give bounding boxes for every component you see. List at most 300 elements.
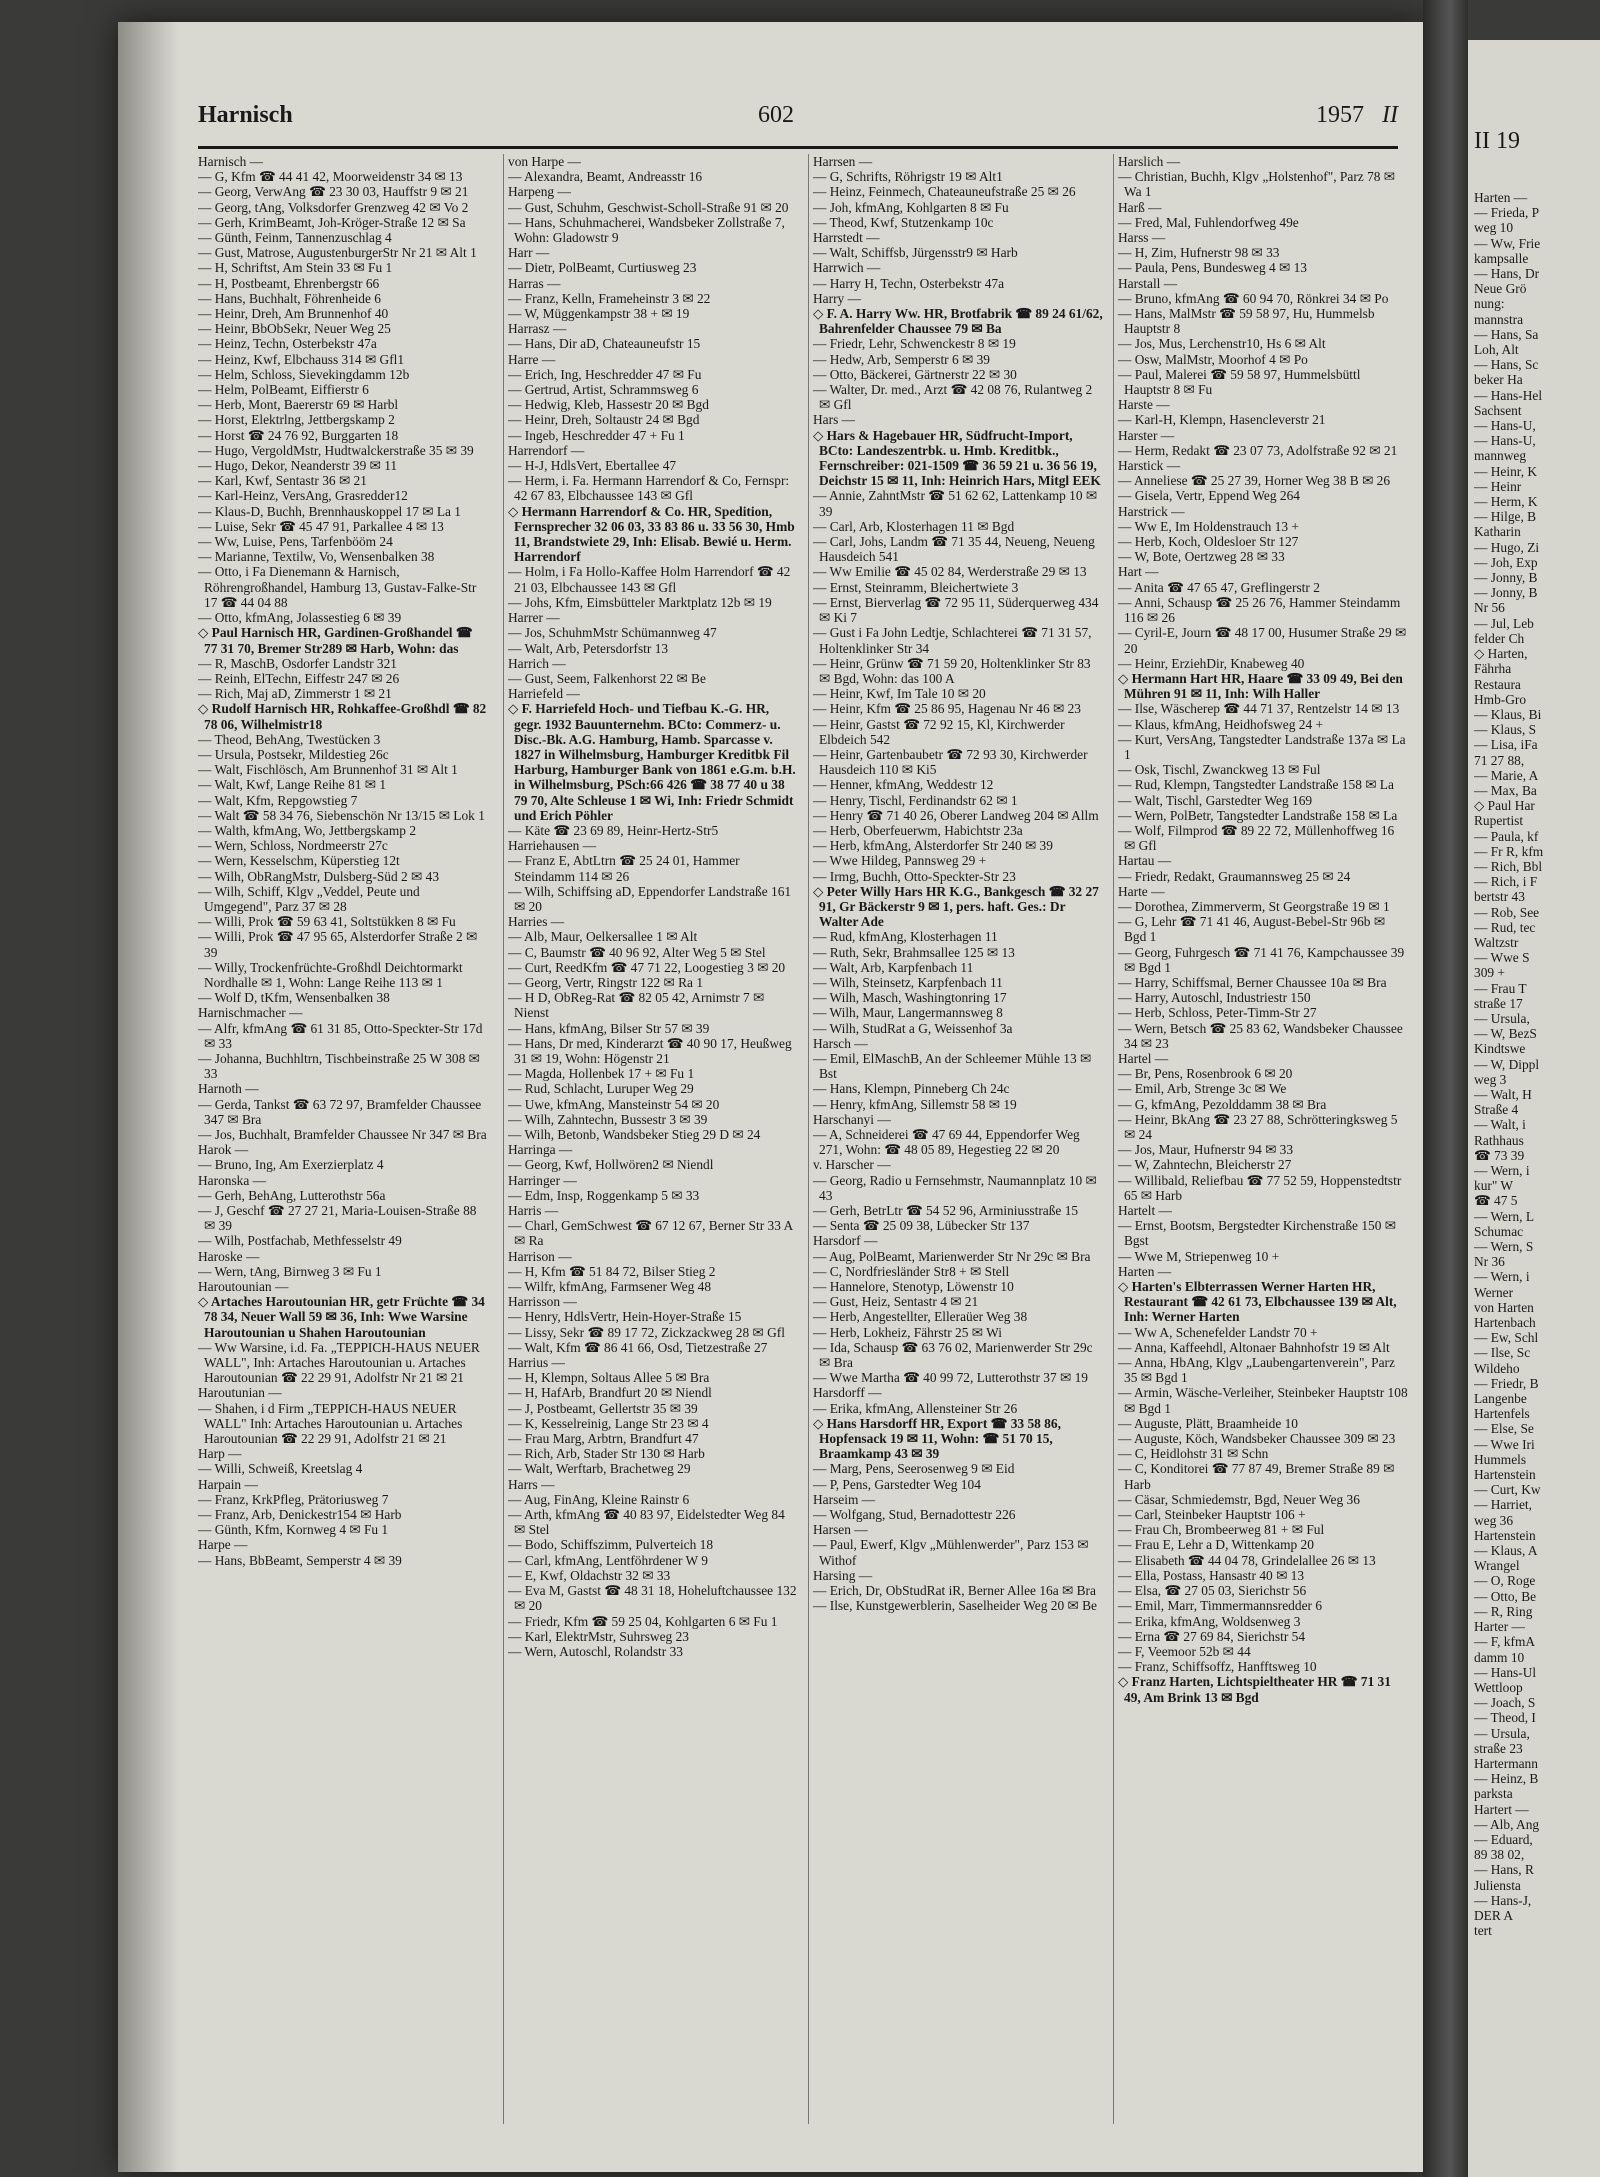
directory-entry: — Ernst, Bierverlag ☎ 72 95 11, Süderquerweg 434 ✉ Ki 7: [813, 594, 1099, 626]
directory-entry: — Heinz, Feinmech, Chateauneufstraße 25 ✉ 26: [813, 184, 1076, 200]
directory-entry: — Georg, tAng, Volksdorfer Grenzweg 42 ✉ Vo 2: [198, 199, 469, 215]
facing-page-entry: — Hans-J,: [1474, 1892, 1532, 1908]
directory-entry: Harschanyi —: [813, 1111, 891, 1127]
directory-entry: — Otto, i Fa Dienemann & Harnisch, Röhrengroßhandel, Hamburg 13, Gustav-Falke-Str 17 ☎ 44 04 88: [198, 564, 477, 610]
directory-entry: — Karl, ElektrMstr, Suhrsweg 23: [508, 1628, 689, 1644]
facing-page-entry: — Paula, kf: [1474, 828, 1539, 844]
facing-page-entry: — Rich, i F: [1474, 874, 1538, 890]
directory-entry: — Osk, Tischl, Zwanckweg 13 ✉ Ful: [1118, 762, 1321, 778]
directory-entry: — Karl-Heinz, VersAng, Grasredder12: [198, 488, 408, 504]
directory-entry: — Walth, kfmAng, Wo, Jettbergskamp 2: [198, 822, 417, 838]
facing-page-entry: Nr 56: [1474, 600, 1505, 616]
directory-entry: — Walt, Arb, Karpfenbach 11: [813, 959, 974, 975]
directory-entry: — Wilh, Steinsetz, Karpfenbach 11: [813, 974, 1003, 990]
directory-entry: Harrisson —: [508, 1294, 577, 1310]
directory-entry: — Walter, Dr. med., Arzt ☎ 42 08 76, Rulantweg 2 ✉ Gfl: [813, 382, 1093, 413]
directory-entry: — Henry ☎ 71 40 26, Oberer Landweg 204 ✉ Allm: [813, 807, 1099, 823]
directory-entry: — A, Schneiderei ☎ 47 69 44, Eppendorfer Weg 271, Wohn: ☎ 48 05 89, Hegestieg 22 ✉ 20: [813, 1127, 1080, 1158]
facing-page-entry: — Hans, R: [1474, 1862, 1534, 1878]
directory-entry: — Georg, Kwf, Hollwören2 ✉ Niendl: [508, 1157, 714, 1173]
directory-entry: — Rich, Arb, Stader Str 130 ✉ Harb: [508, 1446, 705, 1462]
column-4: [1113, 154, 1408, 2124]
directory-entry: — Charl, GemSchwest ☎ 67 12 67, Berner Str 33 A ✉ Ra: [508, 1218, 793, 1249]
facing-page-entry: Hummels: [1474, 1451, 1527, 1467]
directory-entry: — Willy, Trockenfrüchte-Großhdl Deichtormarkt Nordhalle ✉ 1, Wohn: Lange Reihe 113 ✉ 1: [198, 959, 463, 990]
directory-entry: — Herb, Lokheiz, Fährstr 25 ✉ Wi: [813, 1324, 1002, 1340]
facing-page-entry: Harten —: [1474, 190, 1528, 205]
directory-entry: Harseim —: [813, 1491, 876, 1507]
directory-entry: — Willibald, Reliefbau ☎ 77 52 59, Hoppenstedtstr 65 ✉ Harb: [1118, 1172, 1402, 1203]
directory-entry: — Herb, Oberfeuerwm, Habichtstr 23a: [813, 822, 1023, 838]
facing-page-entry: Wrangel: [1474, 1558, 1520, 1574]
directory-entry: — Franz, Arb, Denickestr154 ✉ Harb: [198, 1507, 402, 1523]
facing-page-entry: straße 17: [1474, 995, 1523, 1011]
directory-entry: — Wern, Kesselschm, Küperstieg 12t: [198, 853, 400, 869]
directory-entry: Harrsen —: [813, 154, 873, 169]
directory-entry: Harß —: [1118, 199, 1162, 215]
facing-page-entry: 89 38 02,: [1474, 1847, 1525, 1863]
directory-entry: — Wolf D, tKfm, Wensenbalken 38: [198, 990, 390, 1006]
directory-entry: — Otto, kfmAng, Jolassestieg 6 ✉ 39: [198, 610, 402, 626]
directory-entry: — Elisabeth ☎ 44 04 78, Grindelallee 26 ✉ 13: [1118, 1552, 1376, 1568]
directory-entry: — Heinr, Gastst ☎ 72 92 15, Kl, Kirchwerder Elbdeich 542: [813, 716, 1065, 747]
directory-entry: — Auguste, Plätt, Braamheide 10: [1118, 1415, 1299, 1431]
column-1: [198, 154, 488, 2124]
directory-entry: — H, Schriftst, Am Stein 33 ✉ Fu 1: [198, 260, 393, 276]
directory-entry: Harrwich —: [813, 260, 881, 276]
directory-entry: — Franz E, AbtLtrn ☎ 25 24 01, Hammer Steindamm 114 ✉ 26: [508, 853, 740, 884]
facing-page-entry: — Alb, Ang: [1474, 1816, 1540, 1832]
facing-page-entry: — Jonny, B: [1474, 570, 1538, 586]
directory-entry: — Eva M, Gastst ☎ 48 31 18, Hoheluftchaussee 132 ✉ 20: [508, 1583, 797, 1614]
directory-entry: — G, Schrifts, Röhrigstr 19 ✉ Alt1: [813, 169, 1003, 185]
directory-entry: — Paula, Pens, Bundesweg 4 ✉ 13: [1118, 260, 1308, 276]
directory-entry: — Gust i Fa John Ledtje, Schlachterei ☎ 71 31 57, Holtenklinker Str 34: [813, 625, 1092, 656]
directory-entry: ◇ Peter Willy Hars HR K.G., Bankgesch ☎ 32 27 91, Gr Bäckerstr 9 ✉ 1, pers. haft. Ges.: Dr Walter Ade: [813, 883, 1099, 930]
running-head-year: 1957 II: [1316, 102, 1398, 128]
directory-entry: — Hedw, Arb, Semperstr 6 ✉ 39: [813, 351, 990, 367]
directory-entry: — Wern, Schloss, Nordmeerstr 27c: [198, 838, 388, 854]
facing-page-entry: — Walt, i: [1474, 1117, 1526, 1133]
directory-entry: — H, Klempn, Soltaus Allee 5 ✉ Bra: [508, 1370, 710, 1386]
directory-entry: — Ilse, Wäscherep ☎ 44 71 37, Rentzelstr 14 ✉ 13: [1118, 701, 1400, 717]
directory-entry: — Walt, Arb, Petersdorfstr 13: [508, 640, 669, 656]
directory-entry: Haroutunian —: [198, 1385, 282, 1401]
directory-entry: — Erna ☎ 27 69 84, Sierichstr 54: [1118, 1628, 1306, 1644]
directory-entry: — Heinr, Grünw ☎ 71 59 20, Holtenklinker Str 83 ✉ Bgd, Wohn: das 100 A: [813, 655, 1091, 686]
facing-page-entry: — Heinr, K: [1474, 463, 1538, 479]
directory-entry: — Hans, kfmAng, Bilser Str 57 ✉ 39: [508, 1020, 710, 1036]
directory-entry: — Bruno, Ing, Am Exerzierplatz 4: [198, 1157, 384, 1173]
directory-entry: — Käte ☎ 23 69 89, Heinr-Hertz-Str5: [508, 822, 719, 838]
directory-entry: — Hedwig, Kleb, Hassestr 20 ✉ Bgd: [508, 397, 709, 413]
directory-entry: — Walt ☎ 58 34 76, Siebenschön Nr 13/15 ✉ Lok 1: [198, 807, 485, 823]
facing-page-entry: Waltzstr: [1474, 934, 1519, 950]
facing-page-entry: DER A: [1474, 1907, 1514, 1923]
facing-page-entry: — Frieda, P: [1474, 205, 1540, 221]
facing-page-entry: — R, Ring: [1474, 1603, 1533, 1619]
directory-entry: Harok —: [198, 1142, 249, 1158]
directory-entry: Hartau —: [1118, 853, 1172, 869]
directory-entry: — Joh, kfmAng, Kohlgarten 8 ✉ Fu: [813, 199, 1009, 215]
directory-entry: — Frau Marg, Arbtrn, Brandfurt 47: [508, 1431, 699, 1447]
directory-entry: — Edm, Insp, Roggenkamp 5 ✉ 33: [508, 1187, 700, 1203]
directory-entry: — Rich, Maj aD, Zimmerstr 1 ✉ 21: [198, 686, 392, 702]
directory-entry: — Hans, Klempn, Pinneberg Ch 24c: [813, 1081, 1010, 1097]
directory-entry: Harry —: [813, 290, 861, 306]
facing-page-entry: ◇ Paul Har: [1474, 798, 1535, 814]
facing-page-entry: mannweg: [1474, 448, 1527, 464]
facing-page-entry: Hmb-Gro: [1474, 691, 1527, 707]
facing-page-entry: Loh, Alt: [1474, 342, 1519, 358]
directory-entry: — Herm, Redakt ☎ 23 07 73, Adolfstraße 92 ✉ 21: [1118, 442, 1398, 458]
directory-entry: — Ww Emilie ☎ 45 02 84, Werderstraße 29 ✉ 13: [813, 564, 1087, 580]
directory-entry: Harten —: [1118, 1263, 1172, 1279]
column-2: [503, 154, 798, 2124]
facing-page-entry: 309 +: [1474, 965, 1505, 981]
directory-entry: Harnischmacher —: [198, 1005, 303, 1021]
directory-entry: — Harry, Schiffsmal, Berner Chaussee 10a ✉ Bra: [1118, 974, 1387, 990]
directory-entry: Harpe —: [198, 1537, 248, 1553]
facing-page-entry: — Hilge, B: [1474, 509, 1537, 525]
directory-entry: ◇ Artaches Haroutounian HR, getr Früchte ☎ 34 78 34, Neuer Wall 59 ✉ 36, Inh: Wwe Warsine Haroutounian u Shahen Haroutounian: [198, 1294, 485, 1340]
book-gutter: [1423, 0, 1468, 2177]
directory-entry: — Christian, Buchh, Klgv „Holstenhof", Parz 78 ✉ Wa 1: [1118, 169, 1396, 200]
directory-entry: — Wern, PolBetr, Tangstedter Landstraße 158 ✉ La: [1118, 807, 1398, 823]
directory-entry: — Holm, i Fa Hollo-Kaffee Holm Harrendorf ☎ 42 21 03, Elbchaussee 143 ✉ Gfl: [508, 564, 791, 595]
directory-entry: — Jos, Buchhalt, Bramfelder Chaussee Nr 347 ✉ Bra: [198, 1127, 487, 1142]
directory-entry: — Wilfr, kfmAng, Farmsener Weg 48: [508, 1279, 712, 1295]
facing-page-entry: — O, Roge: [1474, 1573, 1536, 1589]
directory-entry: — Walt, Schiffsb, Jürgensstr9 ✉ Harb: [813, 245, 1018, 261]
directory-entry: — Carl, kfmAng, Lentföhrdener W 9: [508, 1552, 708, 1568]
facing-page-entry: — Wern, i: [1474, 1163, 1530, 1178]
facing-page-entry: Hartenbach: [1474, 1315, 1536, 1331]
directory-entry: Harrer —: [508, 610, 560, 626]
directory-entry: — Georg, Radio u Fernsehmstr, Naumannplatz 10 ✉ 43: [813, 1172, 1097, 1203]
directory-entry: Harrstedt —: [813, 230, 880, 246]
directory-entry: — Herm, i. Fa. Hermann Harrendorf & Co, Fernspr: 42 67 83, Elbchaussee 143 ✉ Gfl: [508, 473, 790, 504]
directory-entry: — H, Kfm ☎ 51 84 72, Bilser Stieg 2: [508, 1263, 716, 1279]
directory-entry: — Alb, Maur, Oelkersallee 1 ✉ Alt: [508, 929, 698, 945]
directory-entry: — Alfr, kfmAng ☎ 61 31 85, Otto-Speckter-Str 17d ✉ 33: [198, 1020, 483, 1051]
directory-entry: — Gust, Heiz, Sentastr 4 ✉ 21: [813, 1294, 979, 1310]
facing-page-entry: Wildeho: [1474, 1360, 1520, 1376]
directory-entry: — Wwe M, Striepenweg 10 +: [1118, 1248, 1280, 1264]
directory-entry: — Klaus-D, Buchh, Brennhauskoppel 17 ✉ La 1: [198, 503, 461, 519]
facing-page-entry: weg 36: [1474, 1512, 1514, 1528]
directory-entry: — Frau Ch, Brombeerweg 81 + ✉ Ful: [1118, 1522, 1325, 1538]
directory-entry: Harringa —: [508, 1142, 573, 1158]
directory-entry: — Gust, Seem, Falkenhorst 22 ✉ Be: [508, 670, 706, 686]
directory-entry: — Hugo, Dekor, Neanderstr 39 ✉ 11: [198, 458, 398, 474]
facing-page-entry: ◇ Harten,: [1474, 646, 1528, 662]
directory-entry: — Wilh, ObRangMstr, Dulsberg-Süd 2 ✉ 43: [198, 868, 440, 884]
facing-page-entry: — Harriet,: [1474, 1497, 1533, 1513]
directory-entry: — Bruno, kfmAng ☎ 60 94 70, Rönkrei 34 ✉ Po: [1118, 290, 1389, 306]
directory-entry: — Anni, Schausp ☎ 25 26 76, Hammer Steindamm 116 ✉ 26: [1118, 594, 1401, 626]
directory-entry: — Hugo, VergoldMstr, Hudtwalckerstraße 35 ✉ 39: [198, 442, 474, 458]
directory-entry: — Georg, Vertr, Ringstr 122 ✉ Ra 1: [508, 974, 704, 990]
directory-entry: — Aug, FinAng, Kleine Rainstr 6: [508, 1491, 690, 1507]
directory-entry: — Walt, Werftarb, Brachetweg 29: [508, 1461, 691, 1477]
directory-entry: — Heinz, Techn, Osterbekstr 47a: [198, 336, 377, 352]
directory-entry: ◇ F. A. Harry Ww. HR, Brotfabrik ☎ 89 24 61/62, Bahrenfelder Chaussee 79 ✉ Ba: [813, 306, 1103, 337]
directory-entry: Harnoth —: [198, 1081, 259, 1097]
directory-entry: — Heinr, BbObSekr, Neuer Weg 25: [198, 321, 391, 337]
directory-entry: — H, Postbeamt, Ehrenbergstr 66: [198, 275, 380, 291]
directory-entry: — Otto, Bäckerei, Gärtnerstr 22 ✉ 30: [813, 366, 1017, 382]
facing-page-entry: — Klaus, A: [1474, 1543, 1538, 1559]
directory-entry: — Helm, Schloss, Sievekingdamm 12b: [198, 366, 410, 382]
facing-page-entry: Katharin: [1474, 524, 1521, 540]
directory-entry: — Ruth, Sekr, Brahmsallee 125 ✉ 13: [813, 944, 1015, 960]
directory-entry: — Karl-H, Klempn, Hasencleverstr 21: [1118, 412, 1326, 428]
directory-entry: ◇ Hans Harsdorff HR, Export ☎ 33 58 86, Hopfensack 19 ✉ 11, Wohn: ☎ 51 70 15, Braamkamp 43 ✉ 39: [813, 1415, 1061, 1462]
directory-entry: — Horst ☎ 24 76 92, Burggarten 18: [198, 427, 399, 443]
directory-entry: — Friedr, Redakt, Graumannsweg 25 ✉ 24: [1118, 868, 1351, 884]
directory-entry: — G, kfmAng, Pezolddamm 38 ✉ Bra: [1118, 1096, 1327, 1112]
facing-page-entry: — Ew, Schl: [1474, 1330, 1539, 1346]
directory-entry: Harte —: [1118, 883, 1165, 899]
directory-entry: Hartelt —: [1118, 1203, 1172, 1219]
directory-entry: — Wern, tAng, Birnweg 3 ✉ Fu 1: [198, 1263, 382, 1279]
facing-page-entry: Hartermann: [1474, 1755, 1538, 1771]
directory-entry: — Theod, Kwf, Stutzenkamp 10c: [813, 214, 994, 230]
facing-page-entry: — Hans-Ul: [1474, 1664, 1537, 1680]
directory-entry: — W, Bote, Oertzweg 28 ✉ 33: [1118, 549, 1285, 565]
facing-page-entry: beker Ha: [1474, 372, 1523, 388]
directory-entry: Harstrick —: [1118, 503, 1185, 519]
directory-entry: ◇ Hermann Harrendorf & Co. HR, Spedition, Fernsprecher 32 06 03, 33 83 86 u. 33 56 30, Hmb 11, Brandstwiete 29, Inh: Elisab. Bewié u. Herm. Harrendorf: [508, 503, 795, 565]
directory-entry: — Erika, kfmAng, Allensteiner Str 26: [813, 1400, 1018, 1416]
facing-page-entry: — Ursula,: [1474, 1010, 1530, 1026]
directory-entry: — Heinr, Gartenbaubetr ☎ 72 93 30, Kirchwerder Hausdeich 110 ✉ Ki5: [813, 746, 1088, 778]
facing-page: [1468, 40, 1600, 2177]
directory-entry: — Franz, KrkPfleg, Prätoriusweg 7: [198, 1491, 389, 1507]
directory-entry: — Senta ☎ 25 09 38, Lübecker Str 137: [813, 1218, 1030, 1234]
directory-entry: — C, Baumstr ☎ 40 96 92, Alter Weg 5 ✉ Stel: [508, 944, 766, 960]
directory-entry: — Curt, ReedKfm ☎ 47 71 22, Loogestieg 3 ✉ 20: [508, 959, 786, 975]
directory-entry: — Emil, Arb, Strenge 3c ✉ We: [1118, 1081, 1287, 1097]
facing-page-entry: kur" W: [1474, 1178, 1514, 1194]
directory-entry: — Gust, Matrose, AugustenburgerStr Nr 21 ✉ Alt 1: [198, 245, 477, 261]
facing-page-entry: damm 10: [1474, 1649, 1525, 1665]
directory-entry: Harrich —: [508, 655, 566, 671]
directory-entry: — H, HafArb, Brandfurt 20 ✉ Niendl: [508, 1385, 712, 1401]
directory-entry: — Gerda, Tankst ☎ 63 72 97, Bramfelder Chaussee 347 ✉ Bra: [198, 1096, 482, 1127]
directory-entry: — Hans, Dr med, Kinderarzt ☎ 40 90 17, Heußweg 31 ✉ 19, Wohn: Högenstr 21: [508, 1035, 792, 1066]
directory-entry: — Wolfgang, Stud, Bernadottestr 226: [813, 1507, 1016, 1523]
directory-entry: — Anita ☎ 47 65 47, Greflingerstr 2: [1118, 579, 1320, 595]
directory-entry: Harrendorf —: [508, 442, 585, 458]
directory-entry: — Wern, Betsch ☎ 25 83 62, Wandsbeker Chaussee 34 ✉ 23: [1118, 1020, 1403, 1051]
facing-page-entry: — Rud, tec: [1474, 919, 1536, 935]
facing-page-entry: — Theod, I: [1474, 1710, 1536, 1726]
facing-page-entry: — Friedr, B: [1474, 1375, 1539, 1391]
directory-entry: — Dietr, PolBeamt, Curtiusweg 23: [508, 260, 697, 276]
directory-entry: — Carl, Steinbeker Hauptstr 106 +: [1118, 1507, 1306, 1523]
directory-entry: Harrison —: [508, 1248, 572, 1264]
directory-entry: — Henry, kfmAng, Sillemstr 58 ✉ 19: [813, 1096, 1017, 1112]
facing-page-entry: parksta: [1474, 1786, 1513, 1802]
facing-page-entry: weg 10: [1474, 220, 1514, 236]
directory-entry: — Herb, Angestellter, Elleraüer Weg 38: [813, 1309, 1028, 1325]
directory-entry: — Hans, Dir aD, Chateauneufstr 15: [508, 336, 701, 352]
directory-entry: — Hans, Schuhmacherei, Wandsbeker Zollstraße 7, Wohn: Gladowstr 9: [508, 214, 785, 246]
directory-entry: Harringer —: [508, 1172, 577, 1188]
directory-entry: — Gerh, KrimBeamt, Joh-Kröger-Straße 12 ✉ Sa: [198, 214, 466, 230]
directory-entry: — Ida, Schausp ☎ 63 76 02, Marienwerder Str 29c ✉ Bra: [813, 1339, 1093, 1371]
directory-entry: — Carl, Arb, Klosterhagen 11 ✉ Bgd: [813, 518, 1015, 534]
directory-entry: — Luise, Sekr ☎ 45 47 91, Parkallee 4 ✉ 13: [198, 518, 444, 534]
facing-page-entry: — Hans-U,: [1474, 418, 1536, 434]
facing-page-entry: — Wern, S: [1474, 1239, 1534, 1255]
directory-entry: — Reinh, ElTechn, Eiffestr 247 ✉ 26: [198, 670, 400, 686]
directory-entry: — Walt, Kfm ☎ 86 41 66, Osd, Tietzestraße 27: [508, 1339, 768, 1355]
facing-page-entry: — Rich, Bbl: [1474, 858, 1543, 874]
directory-entry: — Günth, Kfm, Kornweg 4 ✉ Fu 1: [198, 1522, 389, 1538]
facing-page-entry: Neue Grö: [1474, 281, 1527, 297]
facing-page-entry: Hartenstein: [1474, 1527, 1536, 1543]
directory-entry: — H D, ObReg-Rat ☎ 82 05 42, Arnimstr 7 ✉ Nienst: [508, 990, 765, 1021]
directory-entry: Hart —: [1118, 564, 1159, 580]
directory-entry: — Karl, Kwf, Sentastr 36 ✉ 21: [198, 473, 367, 489]
facing-page-entry: Juliensta: [1474, 1877, 1521, 1893]
directory-entry: — Lissy, Sekr ☎ 89 17 72, Zickzackweg 28 ✉ Gfl: [508, 1324, 785, 1340]
page-header: [198, 102, 1398, 149]
directory-entry: — F, Veemoor 52b ✉ 44: [1118, 1643, 1251, 1659]
directory-entry: Harss —: [1118, 230, 1166, 246]
directory-entry: Harnisch —: [198, 154, 264, 169]
directory-entry: ◇ Hars & Hagebauer HR, Südfrucht-Import, BCto: Landeszentrbk. u. Hmb. Kreditbk., Fernschreiber: 021-1509 ☎ 36 59 21 u. 36 56 19, Deichstr 15 ✉ 11, Inh: Heinrich Hars, Mitgl EEK: [813, 427, 1101, 489]
directory-entry: — Günth, Feinm, Tannenzuschlag 4: [198, 230, 392, 246]
directory-entry: — Gust, Schuhm, Geschwist-Scholl-Straße 91 ✉ 20: [508, 199, 789, 215]
facing-page-entry: — Wern, i: [1474, 1269, 1530, 1285]
directory-entry: — Osw, MalMstr, Moorhof 4 ✉ Po: [1118, 351, 1308, 367]
directory-entry: Harras —: [508, 275, 561, 291]
directory-entry: — Ww Warsine, i.d. Fa. „TEPPICH-HAUS NEUER WALL", Inh: Artaches Haroutounian u. Artaches Haroutounian ☎ 22 29 91, Adolfstr Nr 21 ✉ 21: [198, 1339, 480, 1386]
directory-entry: — Friedr, Kfm ☎ 59 25 04, Kohlgarten 6 ✉ Fu 1: [508, 1613, 778, 1629]
directory-entry: — Dorothea, Zimmerverm, St Georgstraße 19 ✉ 1: [1118, 898, 1390, 914]
directory-entry: — Hans, Buchhalt, Föhrenheide 6: [198, 290, 381, 306]
facing-page-entry: Hartenstein: [1474, 1467, 1536, 1483]
directory-entry: — Hans, MalMstr ☎ 59 58 97, Hu, Hummelsb Hauptstr 8: [1118, 306, 1375, 337]
facing-page-entry: Wettloop: [1474, 1679, 1523, 1695]
directory-entry: — E, Kwf, Oldachstr 32 ✉ 33: [508, 1567, 671, 1583]
directory-entry: — Horst, Elektrlng, Jettbergskamp 2: [198, 412, 395, 428]
directory-entry: Hars —: [813, 412, 856, 428]
directory-entry: — Erika, kfmAng, Woldsenweg 3: [1118, 1613, 1301, 1629]
directory-entry: ◇ Rudolf Harnisch HR, Rohkaffee-Großhdl ☎ 82 78 06, Wilhelmistr18: [198, 701, 487, 732]
directory-entry: ◇ F. Harriefeld Hoch- und Tiefbau K.-G. HR, gegr. 1932 Bauunternehm. BCto: Commerz- u. Disc.-Bk. A.G. Hamburg, Hamb. Sparcasse v. 1827 in Wilhelmsburg, Hamburger Kreditbk Fil Harburg, Hamburger Bank von 1861 e.G.m. b.H. in Wilhelmsburg, PSch:66 426 ☎ 38 77 40 u 38 79 70, Alte Schleuse 1 ✉ Wi, Inh: Friedr Schmidt und Erich Pöhler: [508, 701, 796, 823]
directory-entry: — Wern, Autoschl, Rolandstr 33: [508, 1643, 683, 1659]
directory-entry: Harriehausen —: [508, 838, 597, 854]
directory-entry: — Shahen, i d Firm „TEPPICH-HAUS NEUER WALL" Inh: Artaches Haroutounian u. Artaches Haroutounian ☎ 22 29 91, Adolfstr 21 ✉ 21: [198, 1400, 463, 1447]
directory-entry: ◇ Hermann Hart HR, Haare ☎ 33 09 49, Bei den Mühren 91 ✉ 11, Inh: Wilh Haller: [1118, 670, 1403, 702]
directory-entry: — Gertrud, Artist, Schrammsweg 6: [508, 382, 699, 398]
directory-entry: — J, Postbeamt, Gellertstr 35 ✉ 39: [508, 1400, 698, 1416]
facing-page-entry: ☎ 47 5: [1474, 1193, 1518, 1209]
directory-entry: Harpain —: [198, 1476, 258, 1492]
directory-entry: — Walt, Tischl, Garstedter Weg 169: [1118, 792, 1313, 808]
directory-entry: — Willi, Schweiß, Kreetslag 4: [198, 1461, 363, 1477]
facing-page-entry: — Jonny, B: [1474, 585, 1538, 601]
directory-entry: — Annie, ZahntMstr ☎ 51 62 62, Lattenkamp 10 ✉ 39: [813, 488, 1098, 519]
facing-page-entry: — Joh, Exp: [1474, 554, 1538, 570]
facing-page-entry: Straße 4: [1474, 1102, 1519, 1118]
facing-page-column: [1474, 190, 1600, 2150]
directory-entry: — Walt, Kwf, Lange Reihe 81 ✉ 1: [198, 777, 387, 793]
directory-entry: — Ursula, Postsekr, Mildestieg 26c: [198, 746, 389, 762]
facing-page-entry: — Ursula,: [1474, 1725, 1530, 1741]
directory-entry: — Anna, HbAng, Klgv „Laubengartenverein", Parz 35 ✉ Bgd 1: [1118, 1355, 1395, 1386]
directory-entry: — G, Lehr ☎ 71 41 46, August-Bebel-Str 96b ✉ Bgd 1: [1118, 914, 1386, 945]
directory-entry: — Wilh, Schiff, Klgv „Veddel, Peute und Umgegend", Parz 37 ✉ 28: [198, 883, 420, 914]
directory-entry: Harriefeld —: [508, 686, 580, 702]
facing-page-entry: Kindtswe: [1474, 1041, 1526, 1057]
directory-entry: — Harry, Autoschl, Industriestr 150: [1118, 990, 1311, 1006]
directory-entry: Harrs —: [508, 1476, 555, 1492]
directory-entry: — Fred, Mal, Fuhlendorfweg 49e: [1118, 214, 1299, 230]
facing-page-entry: mannstra: [1474, 311, 1524, 327]
facing-page-entry: — Klaus, S: [1474, 722, 1537, 738]
facing-page-entry: Hartert —: [1474, 1801, 1529, 1817]
directory-entry: — Heinr, Dreh, Soltaustr 24 ✉ Bgd: [508, 412, 700, 428]
directory-entry: Harste —: [1118, 397, 1170, 413]
facing-page-entry: — Fr R, kfm: [1474, 843, 1544, 859]
directory-entry: — Willi, Prok ☎ 47 95 65, Alsterdorfer Straße 2 ✉ 39: [198, 929, 478, 960]
facing-page-entry: — Eduard,: [1474, 1831, 1533, 1847]
directory-entry: Harp —: [198, 1446, 242, 1462]
directory-entry: — Marg, Pens, Seerosenweg 9 ✉ Eid: [813, 1461, 1015, 1477]
directory-entry: — Emil, Marr, Timmermannsredder 6: [1118, 1598, 1323, 1614]
directory-entry: — Ww, Luise, Pens, Tarfenbööm 24: [198, 534, 393, 550]
facing-page-entry: — Hugo, Zi: [1474, 539, 1540, 555]
directory-entry: — Uwe, kfmAng, Mansteinstr 54 ✉ 20: [508, 1096, 720, 1112]
facing-page-entry: 71 27 88,: [1474, 752, 1525, 768]
facing-page-entry: — Walt, H: [1474, 1086, 1532, 1102]
directory-entry: — Bodo, Schiffszimm, Pulverteich 18: [508, 1537, 714, 1553]
directory-entry: — Ernst, Bootsm, Bergstedter Kirchenstraße 150 ✉ Bgst: [1118, 1218, 1396, 1249]
directory-entry: Harsdorff —: [813, 1385, 882, 1401]
directory-entry: — Wwe Hildeg, Pannsweg 29 +: [813, 853, 987, 869]
directory-entry: — Wilh, Maur, Langermannsweg 8: [813, 1005, 1003, 1021]
directory-entry: — C, Nordfriesländer Str8 + ✉ Stell: [813, 1263, 1010, 1279]
facing-page-header: II 19: [1474, 128, 1520, 154]
directory-entry: Harsen —: [813, 1522, 868, 1538]
directory-entry: — Arth, kfmAng ☎ 40 83 97, Eidelstedter Weg 84 ✉ Stel: [508, 1507, 785, 1538]
directory-entry: ◇ Franz Harten, Lichtspieltheater HR ☎ 71 31 49, Am Brink 13 ✉ Bgd: [1118, 1674, 1391, 1705]
directory-entry: — Franz, Schiffsoffz, Hanfftsweg 10: [1118, 1659, 1317, 1675]
directory-entry: — C, Heidlohstr 31 ✉ Schn: [1118, 1446, 1269, 1462]
facing-page-entry: Hartenfels: [1474, 1406, 1530, 1422]
directory-entry: — Herb, kfmAng, Alsterdorfer Str 240 ✉ 39: [813, 838, 1053, 854]
directory-entry: Harris —: [508, 1203, 559, 1219]
facing-page-entry: — Hans, Dr: [1474, 266, 1540, 282]
directory-entry: — Carl, Johs, Landm ☎ 71 35 44, Neueng, Neueng Hausdeich 541: [813, 534, 1095, 565]
directory-entry: — Walt, Fischlösch, Am Brunnenhof 31 ✉ Alt 1: [198, 762, 458, 778]
facing-page-entry: — Lisa, iFa: [1474, 737, 1538, 753]
facing-page-entry: — Ww, Frie: [1474, 235, 1541, 251]
facing-page-entry: Nr 36: [1474, 1254, 1505, 1270]
directory-entry: — Ilse, Kunstgewerblerin, Saselheider Weg 20 ✉ Be: [813, 1598, 1097, 1614]
facing-page-entry: — Hans, Sc: [1474, 357, 1539, 373]
directory-entry: — Harry H, Techn, Osterbekstr 47a: [813, 275, 1005, 291]
directory-entry: — Franz, Kelln, Frameheinstr 3 ✉ 22: [508, 290, 711, 306]
facing-page-entry: Langenbe: [1474, 1391, 1527, 1407]
directory-entry: — Walt, Kfm, Repgowstieg 7: [198, 792, 358, 808]
